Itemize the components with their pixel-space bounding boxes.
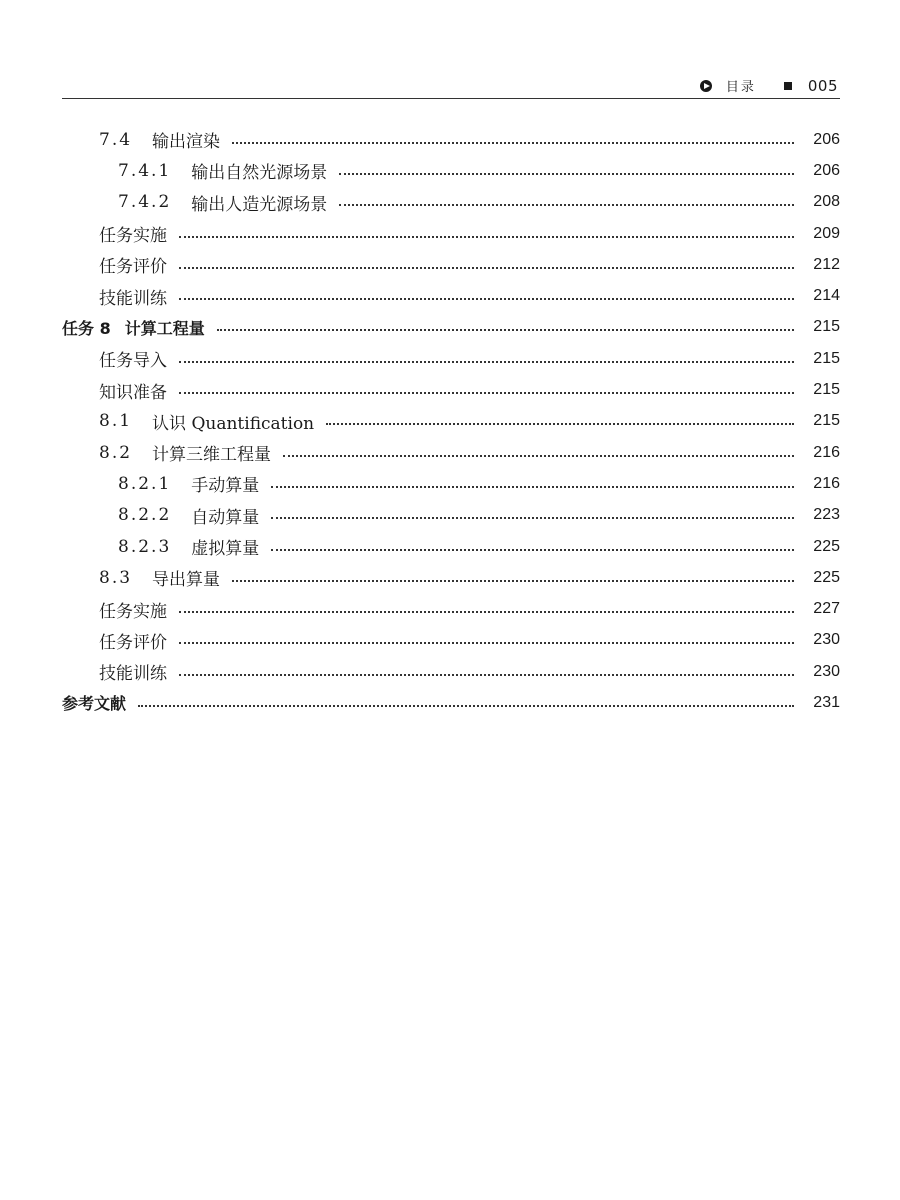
- toc-entry-page: 231: [813, 693, 840, 711]
- toc-entry-title: 计算工程量: [124, 318, 205, 338]
- toc-entry-title: 任务评价: [99, 632, 167, 653]
- toc-entry[interactable]: [62, 312, 840, 343]
- toc-entry-number: 8.1: [99, 411, 133, 432]
- toc-entry[interactable]: [62, 468, 840, 499]
- toc-entry-title: 任务实施: [99, 601, 167, 622]
- toc-entry[interactable]: [62, 280, 840, 311]
- toc-entry-number: 8.3: [99, 567, 133, 588]
- table-of-contents: [62, 124, 840, 719]
- toc-entry-number: 8.2.3: [118, 536, 172, 557]
- toc-entry-page: 214: [813, 287, 840, 305]
- toc-entry-page: 215: [813, 412, 840, 430]
- toc-entry-page: 208: [813, 193, 840, 211]
- toc-entry-number: 8.2: [99, 442, 133, 463]
- toc-entry-page: 212: [813, 255, 840, 273]
- dot-leader: [339, 204, 794, 206]
- toc-entry-number: 8.2.1: [118, 473, 172, 494]
- toc-entry[interactable]: [62, 249, 840, 280]
- toc-entry-number: 任务 8: [62, 318, 111, 338]
- toc-entry[interactable]: [62, 124, 840, 155]
- toc-entry-title: 虚拟算量: [191, 539, 260, 559]
- toc-entry-page: 216: [813, 443, 840, 461]
- toc-entry[interactable]: [62, 593, 840, 624]
- toc-entry[interactable]: [62, 218, 840, 249]
- toc-entry-number: 8.2.2: [118, 505, 172, 526]
- dot-leader: [179, 674, 794, 676]
- toc-entry[interactable]: [62, 656, 840, 687]
- toc-entry[interactable]: [62, 500, 840, 531]
- toc-entry-page: 227: [813, 600, 840, 618]
- dot-leader: [179, 392, 794, 394]
- toc-entry-number: 7.4: [99, 129, 133, 150]
- toc-entry[interactable]: [62, 343, 840, 374]
- dot-leader: [217, 329, 794, 331]
- header-right: [700, 76, 838, 95]
- square-bullet-icon: [784, 82, 792, 90]
- toc-entry-number: 7.4.2: [118, 192, 172, 213]
- toc-entry[interactable]: [62, 155, 840, 186]
- dot-leader: [232, 580, 794, 582]
- toc-entry-title: 任务导入: [99, 351, 167, 372]
- toc-entry[interactable]: [62, 562, 840, 593]
- dot-leader: [271, 486, 794, 488]
- toc-entry-title: 输出自然光源场景: [191, 163, 328, 184]
- page-number: 005: [807, 76, 838, 95]
- toc-entry-title: 参考文献: [62, 694, 127, 714]
- dot-leader: [179, 361, 794, 363]
- toc-entry-title: 技能训练: [99, 664, 167, 685]
- toc-entry[interactable]: [62, 625, 840, 656]
- dot-leader: [179, 611, 794, 613]
- toc-entry[interactable]: [62, 187, 840, 218]
- toc-entry-title: 认识 Quantification: [152, 413, 315, 434]
- toc-entry-page: 215: [813, 318, 840, 336]
- dot-leader: [271, 549, 794, 551]
- dot-leader: [179, 298, 794, 300]
- dot-leader: [179, 236, 794, 238]
- toc-entry-page: 223: [813, 506, 840, 524]
- play-circle-icon: [700, 80, 712, 92]
- toc-entry-title: 技能训练: [99, 288, 167, 309]
- toc-entry-page: 215: [813, 349, 840, 367]
- toc-entry-title: 自动算量: [191, 507, 260, 528]
- toc-entry-page: 206: [813, 130, 840, 148]
- toc-entry-number: 7.4.1: [118, 160, 172, 181]
- dot-leader: [326, 423, 794, 425]
- toc-entry-page: 215: [813, 381, 840, 399]
- dot-leader: [339, 173, 794, 175]
- dot-leader: [138, 705, 794, 707]
- toc-entry-page: 209: [813, 224, 840, 242]
- toc-entry-title: 手动算量: [191, 476, 260, 497]
- toc-entry[interactable]: [62, 687, 840, 718]
- dot-leader: [179, 642, 794, 644]
- page-header: [62, 70, 840, 99]
- toc-entry-title: 导出算量: [152, 570, 221, 591]
- toc-entry[interactable]: [62, 531, 840, 562]
- toc-entry-title: 输出人造光源场景: [191, 194, 328, 215]
- toc-entry-title: 任务实施: [99, 226, 167, 247]
- dot-leader: [232, 142, 794, 144]
- toc-entry[interactable]: [62, 406, 840, 437]
- toc-entry-title: 输出渲染: [152, 132, 221, 153]
- dot-leader: [271, 517, 794, 519]
- toc-entry-page: 225: [813, 568, 840, 586]
- toc-entry-page: 206: [813, 161, 840, 179]
- dot-leader: [283, 455, 794, 457]
- toc-entry[interactable]: [62, 374, 840, 405]
- toc-entry[interactable]: [62, 437, 840, 468]
- toc-entry-page: 230: [813, 631, 840, 649]
- header-title: 目录: [725, 80, 756, 95]
- toc-entry-title: 任务评价: [99, 257, 167, 278]
- toc-entry-page: 225: [813, 537, 840, 555]
- toc-entry-title: 计算三维工程量: [152, 445, 272, 466]
- toc-entry-page: 230: [813, 662, 840, 680]
- toc-entry-title: 知识准备: [99, 382, 167, 403]
- dot-leader: [179, 267, 794, 269]
- toc-entry-page: 216: [813, 474, 840, 492]
